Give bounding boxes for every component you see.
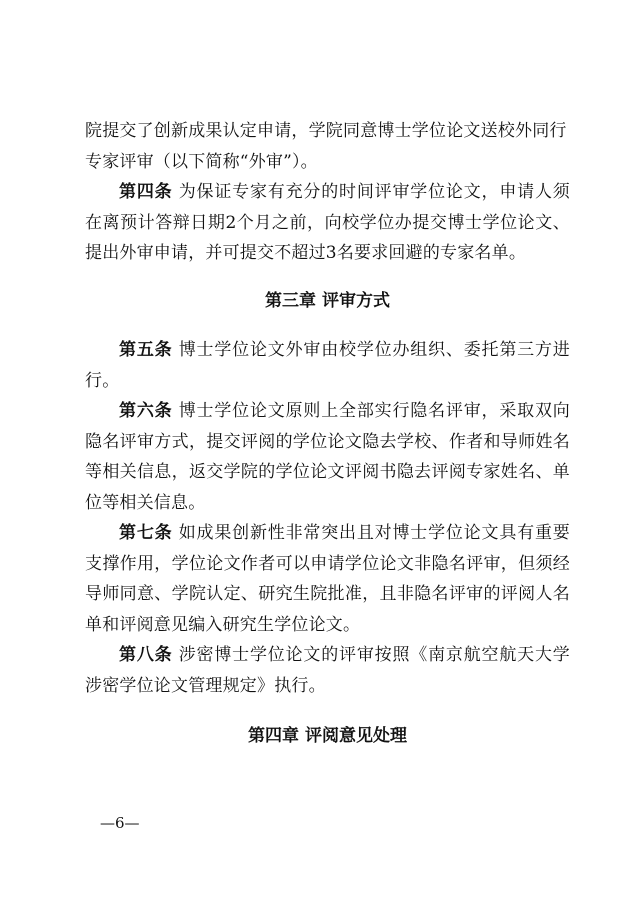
article-4-text: 为保证专家有充分的时间评审学位论文，申请人须在离预计答辩日期2个月之前，向校学位办提交博士学位论文、提出外审申请，并可提交不超过3名要求回避的专家名单。 [85,182,571,263]
article-8-number: 第八条 [119,645,173,665]
article-5 [85,335,570,396]
article-6 [85,396,570,518]
chapter-4-heading: 第四章 评阅意见处理 [248,726,407,746]
top-continuation [85,116,570,177]
article-5-text: 博士学位论文外审由校学位办组织、委托第三方进行。 [85,340,571,391]
article-8 [85,640,570,701]
continuation-line-1: 院提交了创新成果认定申请，学院同意博士学位论文送校外同行 [85,121,567,141]
article-5-number: 第五条 [119,340,173,360]
article-6-text: 博士学位论文原则上全部实行隐名评审，采取双向隐名评审方式，提交评阅的学位论文隐去学校、作者和导师姓名等相关信息，返交学院的学位论文评阅书隐去评阅专家姓名、单位等相关信息。 [85,401,571,513]
article-7-text: 如成果创新性非常突出且对博士学位论文具有重要支撑作用，学位论文作者可以申请学位论文非隐名评审，但须经导师同意、学院认定、研究生院批准，且非隐名评审的评阅人名单和评阅意见编入研究生学位论文。 [85,523,571,635]
article-7-number: 第七条 [119,523,173,543]
article-6-number: 第六条 [119,401,173,421]
article-4-number: 第四条 [119,182,173,202]
continuation-line-2: 专家评审（以下简称“外审”）。 [85,151,318,172]
article-4 [85,177,570,269]
article-7 [85,518,570,640]
chapter-3-heading: 第三章 评审方式 [265,291,390,311]
page-number: —6— [100,814,140,832]
article-8-text: 涉密博士学位论文的评审按照《南京航空航天大学涉密学位论文管理规定》执行。 [85,645,571,696]
